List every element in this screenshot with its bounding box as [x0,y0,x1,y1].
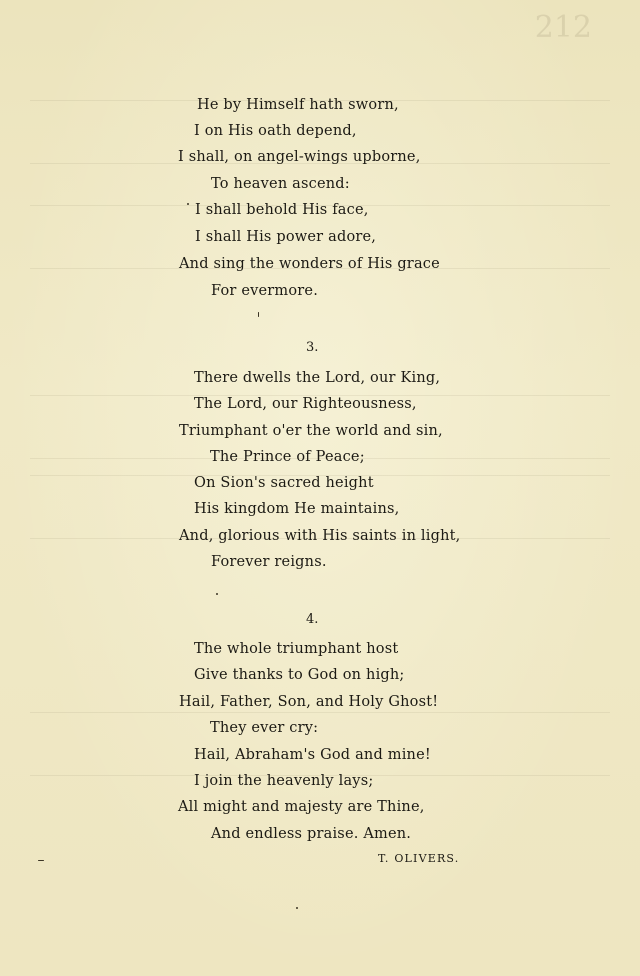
verse-line: I shall, on angel-wings upborne, [178,149,421,165]
verse-line: I join the heavenly lays; [194,773,374,789]
verse-line: The Prince of Peace; [210,449,365,465]
verse-line: The whole triumphant host [194,641,399,657]
author-attribution: T. OLIVERS. [378,852,460,865]
print-speck [187,203,189,205]
verse-line: There dwells the Lord, our King, [194,370,441,386]
verse-line: Hail, Father, Son, and Holy Ghost! [179,694,439,710]
verse-line: To heaven ascend: [211,176,350,192]
verse-line: And, glorious with His saints in light, [179,528,461,544]
verse-line: For evermore. [211,283,319,299]
verse-line: He by Himself hath sworn, [197,97,399,113]
verse-line: Forever reigns. [211,554,327,570]
verse-line: All might and majesty are Thine, [178,799,425,815]
verse-line: Give thanks to God on high; [194,667,405,683]
print-speck [38,860,44,861]
verse-line: The Lord, our Righteousness, [194,396,417,412]
print-speck [258,312,259,317]
verse-line: They ever cry: [210,720,319,736]
verse-line: I on His oath depend, [194,123,357,139]
stanza-number: 4. [306,612,319,627]
verse-line: And endless praise. Amen. [211,826,412,842]
print-speck [296,907,298,909]
verse-line: Hail, Abraham's God and mine! [194,747,431,763]
verse-line: I shall behold His face, [195,202,369,218]
verse-line: And sing the wonders of His grace [179,256,440,272]
verse-line: I shall His power adore, [195,229,377,245]
print-speck [216,593,218,595]
bleed-through-page-number: 212 [534,10,592,45]
verse-line: On Sion's sacred height [194,475,374,491]
stanza-number: 3. [306,340,319,355]
verse-line: His kingdom He maintains, [194,501,400,517]
verse-line: Triumphant o'er the world and sin, [179,423,443,439]
bleed-through-staff [30,712,610,776]
